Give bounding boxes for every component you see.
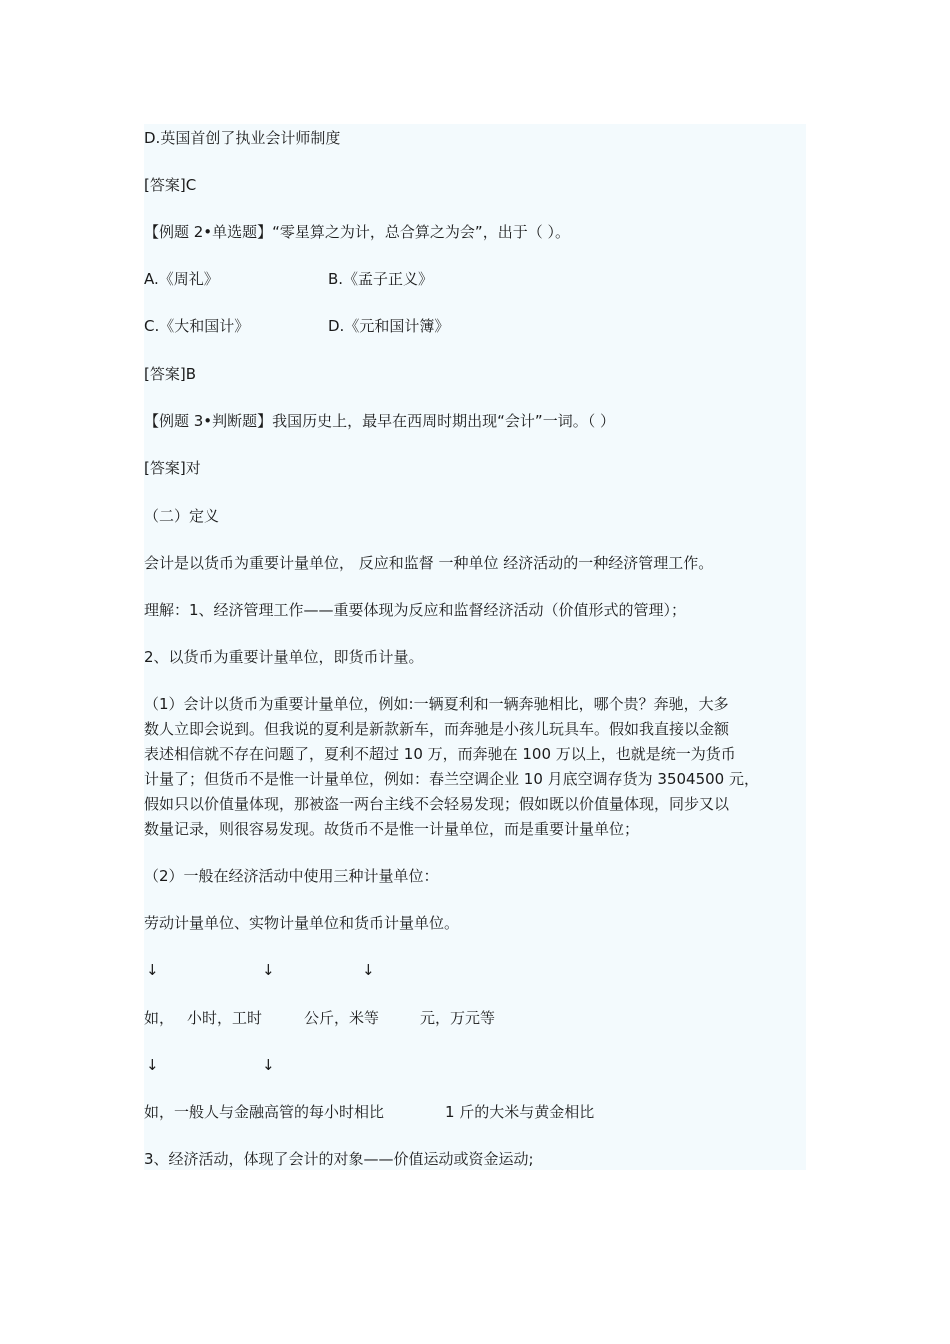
understanding-3: 3、经济活动，体现了会计的对象——价值运动或资金运动; (144, 1150, 534, 1168)
section-heading: （二）定义 (144, 507, 220, 525)
arrow-down-icon: ↓ (146, 1056, 159, 1074)
three-units-intro: （2）一般在经济活动中使用三种计量单位： (144, 867, 439, 885)
q2-option-b: B.《孟子正义》 (328, 270, 434, 288)
answer-1: [答案]C (144, 176, 197, 194)
example-labor-units: 小时，工时 (187, 1009, 263, 1027)
answer-3: [答案]对 (144, 459, 201, 477)
question-3: 【例题 3•判断题】我国历史上，最早在西周时期出现“会计”一词。（ ） (144, 412, 615, 430)
q2-option-a: A.《周礼》 (144, 270, 219, 288)
q2-option-c: C.《大和国计》 (144, 317, 250, 335)
paragraph-line: 数人立即会说到。但我说的夏利是新款新车，而奔驰是小孩儿玩具车。假如我直接以金额 (144, 720, 730, 738)
arrow-down-icon: ↓ (146, 961, 159, 979)
paragraph-line: （1）会计以货币为重要计量单位，例如:一辆夏利和一辆奔驰相比，哪个贵？奔驰，大多 (144, 695, 729, 713)
answer-2: [答案]B (144, 365, 196, 383)
paragraph-line: 计量了；但货币不是惟一计量单位，例如：春兰空调企业 10 月底空调存货为 3504500 元， (144, 770, 759, 788)
paragraph-line: 假如只以价值量体现，那被盗一两台主线不会轻易发现；假如既以价值量体现，同步又以 (144, 795, 730, 813)
paragraph-line: 数量记录，则很容易发现。故货币不是惟一计量单位，而是重要计量单位； (144, 820, 640, 838)
arrow-down-icon: ↓ (362, 961, 375, 979)
comparison-labor: 如，一般人与金融高管的每小时相比 (144, 1103, 385, 1121)
example-money-units: 元，万元等 (420, 1009, 496, 1027)
paragraph-line: 表述相信就不存在问题了，夏利不超过 10 万，而奔驰在 100 万以上，也就是统一为货币 (144, 745, 736, 763)
currency-example-paragraph (144, 692, 812, 842)
example-prefix: 如， (144, 1009, 175, 1027)
q2-option-d: D.《元和国计簿》 (328, 317, 450, 335)
option-d-line: D.英国首创了执业会计师制度 (144, 129, 341, 147)
understanding-2: 2、以货币为重要计量单位，即货币计量。 (144, 648, 424, 666)
comparison-physical: 1 斤的大米与黄金相比 (445, 1103, 595, 1121)
understanding-1: 理解：1、经济管理工作——重要体现为反应和监督经济活动（价值形式的管理）； (144, 601, 687, 619)
arrow-down-icon: ↓ (262, 961, 275, 979)
definition-text: 会计是以货币为重要计量单位， 反应和监督 一种单位 经济活动的一种经济管理工作。 (144, 554, 714, 572)
arrow-down-icon: ↓ (262, 1056, 275, 1074)
question-2: 【例题 2•单选题】“零星算之为计，总合算之为会”，出于（ ）。 (144, 223, 570, 241)
example-physical-units: 公斤，米等 (304, 1009, 380, 1027)
three-units-list: 劳动计量单位、实物计量单位和货币计量单位。 (144, 914, 460, 932)
